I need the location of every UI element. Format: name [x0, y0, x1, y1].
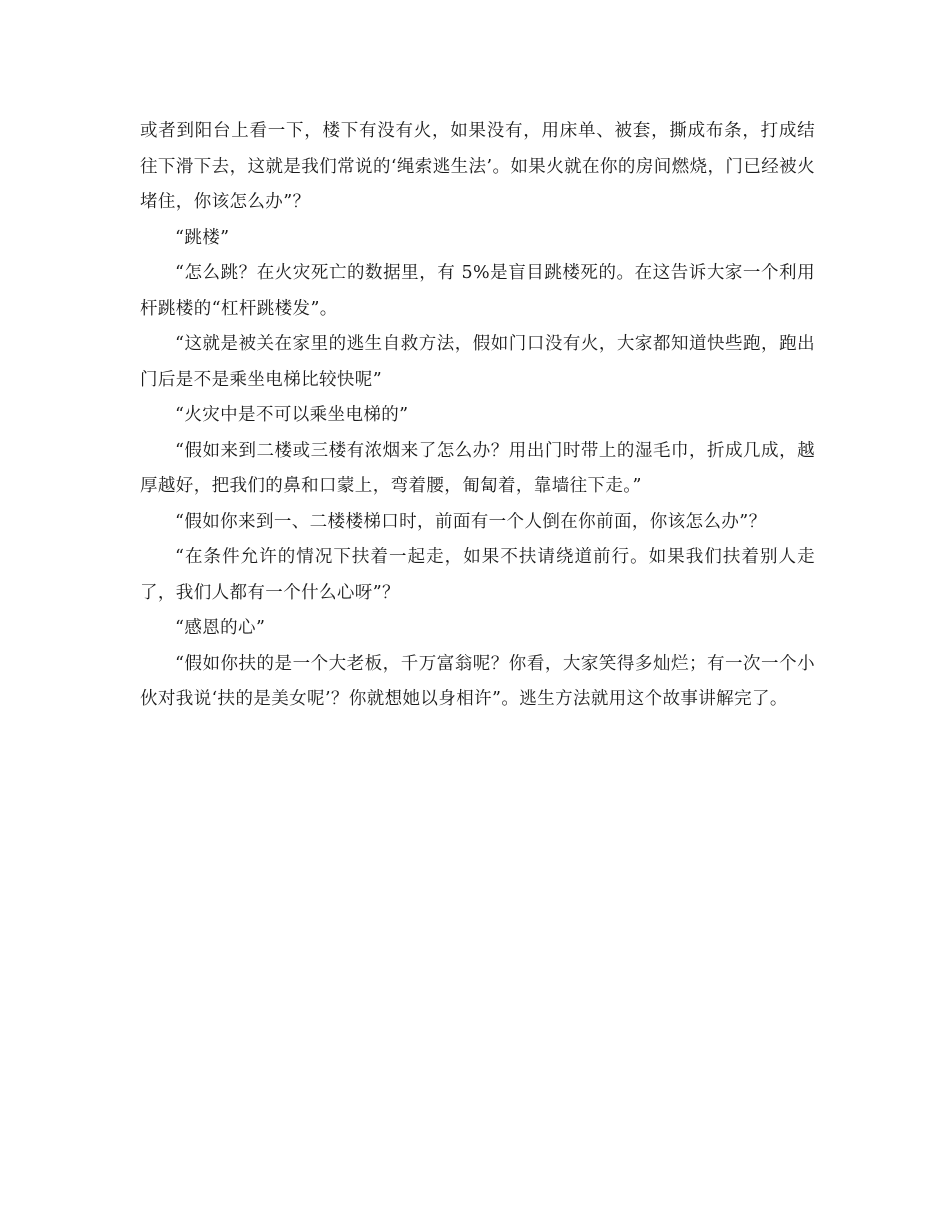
paragraph-9: “感恩的心” [175, 618, 266, 638]
paragraph-8: “在条件允许的情况下扶着一起走，如果不扶请绕道前行。如果我们扶着别人走了，我们人都有一个什么心呀”？ [140, 547, 815, 603]
paragraph-6: “假如来到二楼或三楼有浓烟来了怎么办？用出门时带上的湿毛巾，折成几成，越厚越好，把我们的鼻和口蒙上，弯着腰，匍匐着，靠墙往下走。” [140, 440, 815, 496]
document-body [140, 114, 815, 718]
paragraph-10: “假如你扶的是一个大老板，千万富翁呢？你看，大家笑得多灿烂；有一次一个小伙对我说‘扶的是美女呢’？你就想她以身相许”。逃生方法就用这个故事讲解完了。 [140, 653, 815, 709]
paragraph-4: “这就是被关在家里的逃生自救方法，假如门口没有火，大家都知道快些跑，跑出门后是不是乘坐电梯比较快呢” [140, 334, 815, 390]
paragraph-2: “跳楼” [175, 227, 230, 248]
paragraph-7: “假如你来到一、二楼楼梯口时，前面有一个人倒在你前面，你该怎么办”？ [175, 511, 767, 532]
paragraph-5: “火灾中是不可以乘坐电梯的” [175, 405, 409, 425]
paragraph-3: “怎么跳？在火灾死亡的数据里，有 5%是盲目跳楼死的。在这告诉大家一个利用杆跳楼的“杠杆跳楼发”。 [140, 263, 815, 319]
paragraph-1: 或者到阳台上看一下，楼下有没有火，如果没有，用床单、被套，撕成布条，打成结往下滑下去，这就是我们常说的‘绳索逃生法’。如果火就在你的房间燃烧，门已经被火堵住，你该怎么办”？ [140, 121, 815, 212]
